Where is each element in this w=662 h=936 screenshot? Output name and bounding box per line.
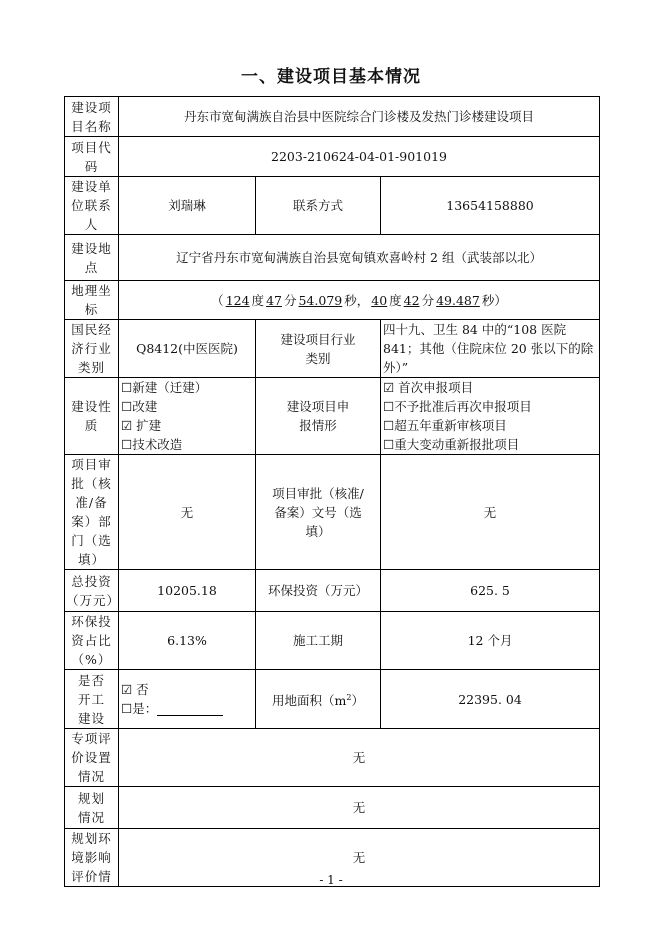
lon-deg: 124	[225, 292, 250, 308]
started-options	[119, 670, 256, 729]
value: 6.13%	[119, 612, 256, 670]
label: 专项评价设置情况	[65, 729, 119, 787]
lon-min: 47	[266, 292, 282, 308]
start-date-blank[interactable]	[157, 703, 223, 716]
area-label: 用地面积（m	[272, 693, 347, 709]
row-approval	[65, 455, 600, 570]
nature-options	[119, 378, 256, 455]
row-project-code	[65, 137, 600, 177]
row-coords	[65, 281, 600, 320]
checkbox-option[interactable]: ☐不予批准后再次申报项目	[383, 399, 532, 414]
area-sup: 2	[346, 692, 352, 702]
checkbox-option[interactable]: ☐技术改造	[121, 437, 183, 452]
lat-sec: 49.487	[436, 292, 480, 308]
checkbox-option[interactable]: ☑ 首次申报项目	[383, 380, 474, 395]
value2: 12 个月	[381, 612, 600, 670]
label2: 环保投资（万元）	[256, 570, 381, 612]
row-investment	[65, 570, 600, 612]
label: 是否开工建设	[65, 670, 119, 729]
page-number: - 1 -	[319, 873, 343, 887]
checkbox-option[interactable]: ☐超五年重新审核项目	[383, 418, 507, 433]
checkbox-yes[interactable]: ☐是：	[121, 701, 158, 716]
row-industry	[65, 320, 600, 378]
unit: 度	[251, 292, 265, 308]
value: Q8412(中医医院)	[119, 320, 256, 378]
value: 10205.18	[119, 570, 256, 612]
value2: 625. 5	[381, 570, 600, 612]
row-planning	[65, 787, 600, 829]
unit: 分	[283, 292, 297, 308]
label2	[256, 670, 381, 729]
lon-sec: 54.079	[298, 292, 343, 308]
value2: 13654158880	[381, 177, 600, 235]
value: 无	[119, 729, 600, 787]
row-nature	[65, 378, 600, 455]
label: 规划环境影响评价情	[65, 829, 119, 887]
label: 项目审批（核准/备案）部门（选填）	[65, 455, 119, 570]
row-project-name	[65, 97, 600, 137]
value: 2203-210624-04-01-901019	[119, 137, 600, 177]
section-title: 一、建设项目基本情况	[241, 67, 421, 87]
value: 刘瑞琳	[119, 177, 256, 235]
label: 建设性质	[65, 378, 119, 455]
label2: 建设项目行业类别	[256, 320, 381, 378]
value2: 无	[381, 455, 600, 570]
value2: 22395. 04	[381, 670, 600, 729]
paren: （	[211, 292, 224, 308]
unit: 秒，	[344, 292, 370, 308]
lat-min: 42	[403, 292, 420, 308]
label: 建设地点	[65, 235, 119, 281]
value: 无	[119, 455, 256, 570]
label: 国民经济行业类别	[65, 320, 119, 378]
row-contact	[65, 177, 600, 235]
label: 地理坐标	[65, 281, 119, 320]
value: 辽宁省丹东市宽甸满族自治县宽甸镇欢喜岭村 2 组（武装部以北）	[119, 235, 600, 281]
label2: 联系方式	[256, 177, 381, 235]
checkbox-no[interactable]: ☑ 否	[121, 682, 149, 697]
lat-deg: 40	[371, 292, 388, 308]
checkbox-option[interactable]: ☑ 扩建	[121, 418, 162, 433]
row-started	[65, 670, 600, 729]
label: 建设单位联系人	[65, 177, 119, 235]
area-label-end: ）	[351, 693, 364, 709]
checkbox-option[interactable]: ☐重大变动重新报批项目	[383, 437, 520, 452]
value: 无	[119, 829, 600, 887]
label2: 建设项目申报情形	[256, 378, 381, 455]
row-special	[65, 729, 600, 787]
unit: 秒）	[481, 292, 507, 308]
label: 总投资（万元）	[65, 570, 119, 612]
checkbox-option[interactable]: ☐新建（迁建）	[121, 380, 208, 395]
label: 项目代码	[65, 137, 119, 177]
row-ratio	[65, 612, 600, 670]
label: 环保投资占比（%）	[65, 612, 119, 670]
declare-options	[381, 378, 600, 455]
label2: 项目审批（核准/备案）文号（选填）	[256, 455, 381, 570]
unit: 分	[421, 292, 435, 308]
value: 丹东市宽甸满族自治县中医院综合门诊楼及发热门诊楼建设项目	[119, 97, 600, 137]
value2: 四十九、卫生 84 中的“108 医院 841；其他（住院床位 20 张以下的除外）”	[381, 320, 600, 378]
coords-value	[119, 281, 600, 320]
project-basic-info-table	[64, 96, 600, 887]
value: 无	[119, 787, 600, 829]
label: 规划情况	[65, 787, 119, 829]
label: 建设项目名称	[65, 97, 119, 137]
checkbox-option[interactable]: ☐改建	[121, 399, 158, 414]
row-location	[65, 235, 600, 281]
label2: 施工工期	[256, 612, 381, 670]
unit: 度	[389, 292, 402, 308]
